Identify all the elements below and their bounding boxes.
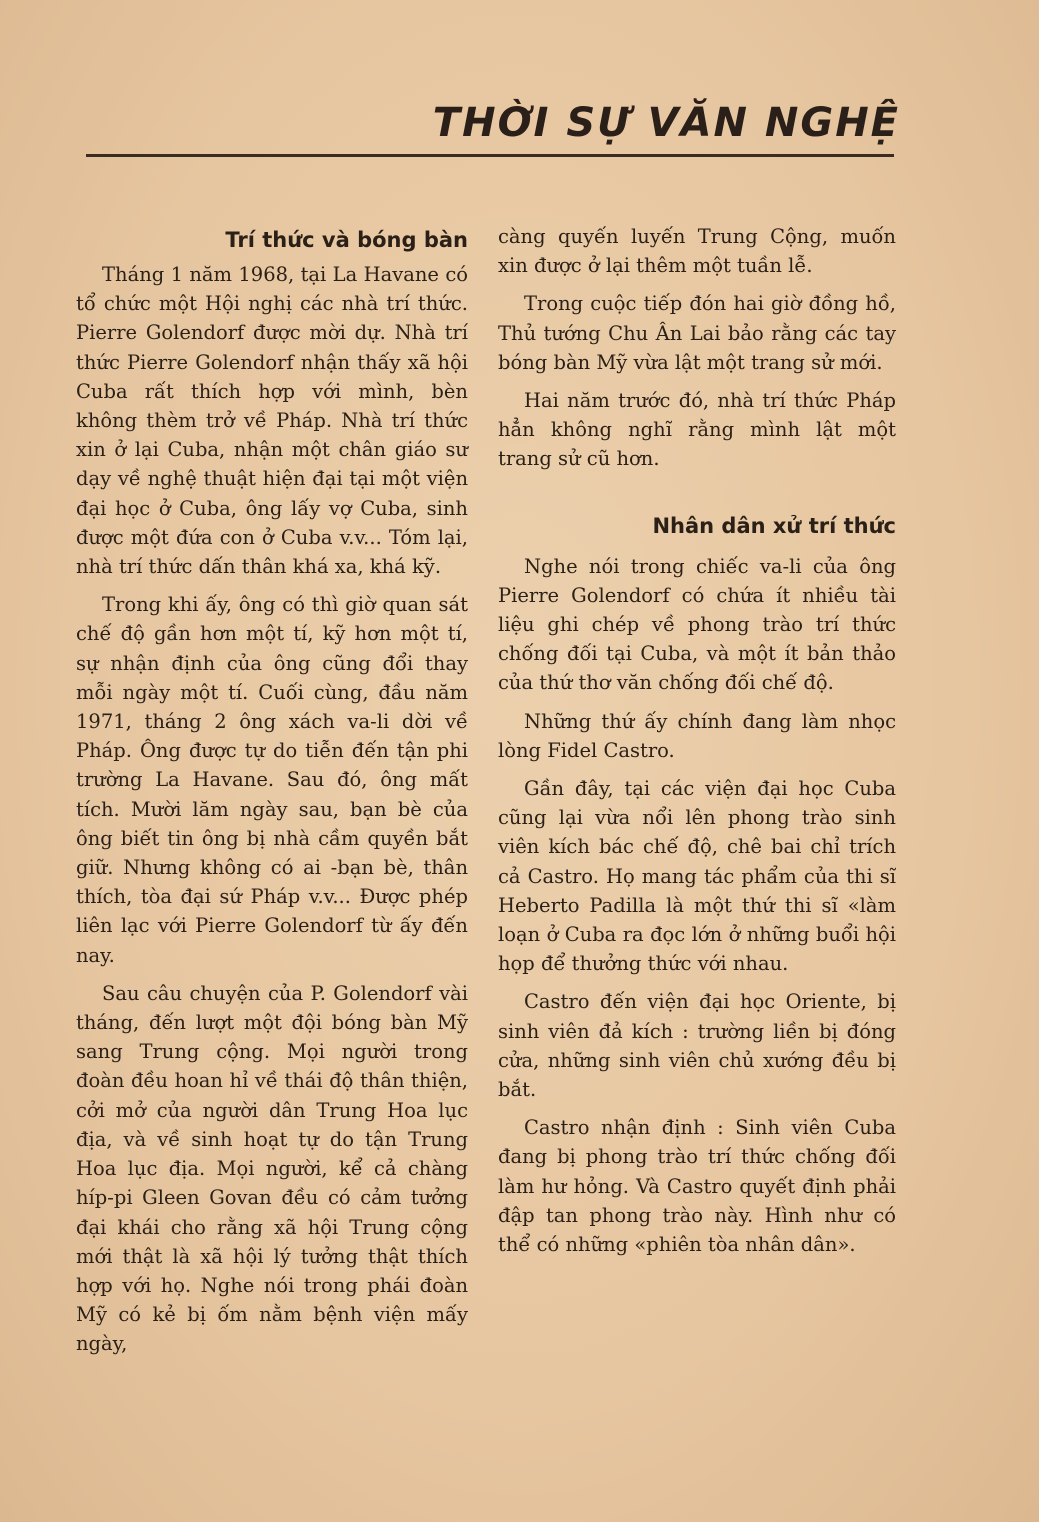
paragraph-continued: càng quyến luyến Trung Cộng, muốn xin được ở lại thêm một tuần lễ. <box>498 225 896 278</box>
article-heading-left: Trí thức và bóng bàn <box>225 228 468 252</box>
right-column <box>498 222 896 1259</box>
paragraph: Sau câu chuyện của P. Golendorf vài tháng, đến lượt một đội bóng bàn Mỹ sang Trung cộng. Mọi người trong đoàn đều hoan hỉ về thái độ thân thiện, cởi mở của người dân Trung Hoa lục địa, và về sinh hoạt tự do tận Trung Hoa lục địa. Mọi người, kể cả chàng híp-pi Gleen Govan đều có cảm tưởng đại khái cho rằng xã hội Trung cộng mới thật là xã hội lý tưởng thật thích hợp với họ. Nghe nói trong phái đoàn Mỹ có kẻ bị ốm nằm bệnh viện mấy ngày, <box>76 981 468 1356</box>
paragraph: Nghe nói trong chiếc va-li của ông Pierre Golendorf có chứa ít nhiều tài liệu ghi chép về phong trào trí thức chống đối tại Cuba, và một ít bản thảo của thứ thơ văn chống đối chế độ. <box>498 554 896 695</box>
paragraph: Tháng 1 năm 1968, tại La Havane có tổ chức một Hội nghị các nhà trí thức. Pierre Golendorf được mời dự. Nhà trí thức Pierre Golendorf nhận thấy xã hội Cuba rất thích hợp với mình, bèn không thèm trở về Pháp. Nhà trí thức xin ở lại Cuba, nhận một chân giáo sư dạy về nghệ thuật hiện đại tại một viện đại học ở Cuba, ông lấy vợ Cuba, sinh được một đứa con ở Cuba v.v... Tóm lại, nhà trí thức dấn thân khá xa, khá kỹ. <box>76 263 468 579</box>
section-title: THỜI SỰ VĂN NGHỆ <box>432 100 900 146</box>
paragraph: Gần đây, tại các viện đại học Cuba cũng lại vừa nổi lên phong trào sinh viên kích bác chế độ, chê bai chỉ trích cả Castro. Họ mang tác phẩm của thi sĩ Heberto Padilla là một thứ thi sĩ «làm loạn ở Cuba ra đọc lớn ở những buổi hội họp để thưởng thức với nhau. <box>498 777 896 976</box>
paragraph: Castro nhận định : Sinh viên Cuba đang bị phong trào trí thức chống đối làm hư hỏng. Và Castro quyết định phải đập tan phong trào này. Hình như có thể có những «phiên tòa nhân dân». <box>498 1116 896 1257</box>
paragraph: Hai năm trước đó, nhà trí thức Pháp hẳn không nghĩ rằng mình lật một trang sử cũ hơn. <box>498 389 896 471</box>
paragraph: Castro đến viện đại học Oriente, bị sinh viên đả kích : trường liền bị đóng cửa, những sinh viên chủ xướng đều bị bắt. <box>498 990 896 1102</box>
paragraph: Trong khi ấy, ông có thì giờ quan sát chế độ gần hơn một tí, kỹ hơn một tí, sự nhận định của ông cũng đổi thay mỗi ngày một tí. Cuối cùng, đầu năm 1971, tháng 2 ông xách va-li dời về Pháp. Ông được tự do tiễn đến tận phi trường La Havane. Sau đó, ông mất tích. Mười lăm ngày sau, bạn bè của ông biết tin ông bị nhà cầm quyền bắt giữ. Nhưng không có ai -bạn bè, thân thích, tòa đại sứ Pháp v.v... Được phép liên lạc với Pierre Golendorf từ ấy đến nay. <box>76 593 468 967</box>
article-heading-right: Nhân dân xử trí thức <box>652 513 896 538</box>
left-column <box>76 222 468 1359</box>
title-underline <box>86 154 894 157</box>
paragraph: Trong cuộc tiếp đón hai giờ đồng hồ, Thủ tướng Chu Ân Lai bảo rằng các tay bóng bàn Mỹ vừa lật một trang sử mới. <box>498 292 896 374</box>
paragraph: Những thứ ấy chính đang làm nhọc lòng Fidel Castro. <box>498 709 896 762</box>
